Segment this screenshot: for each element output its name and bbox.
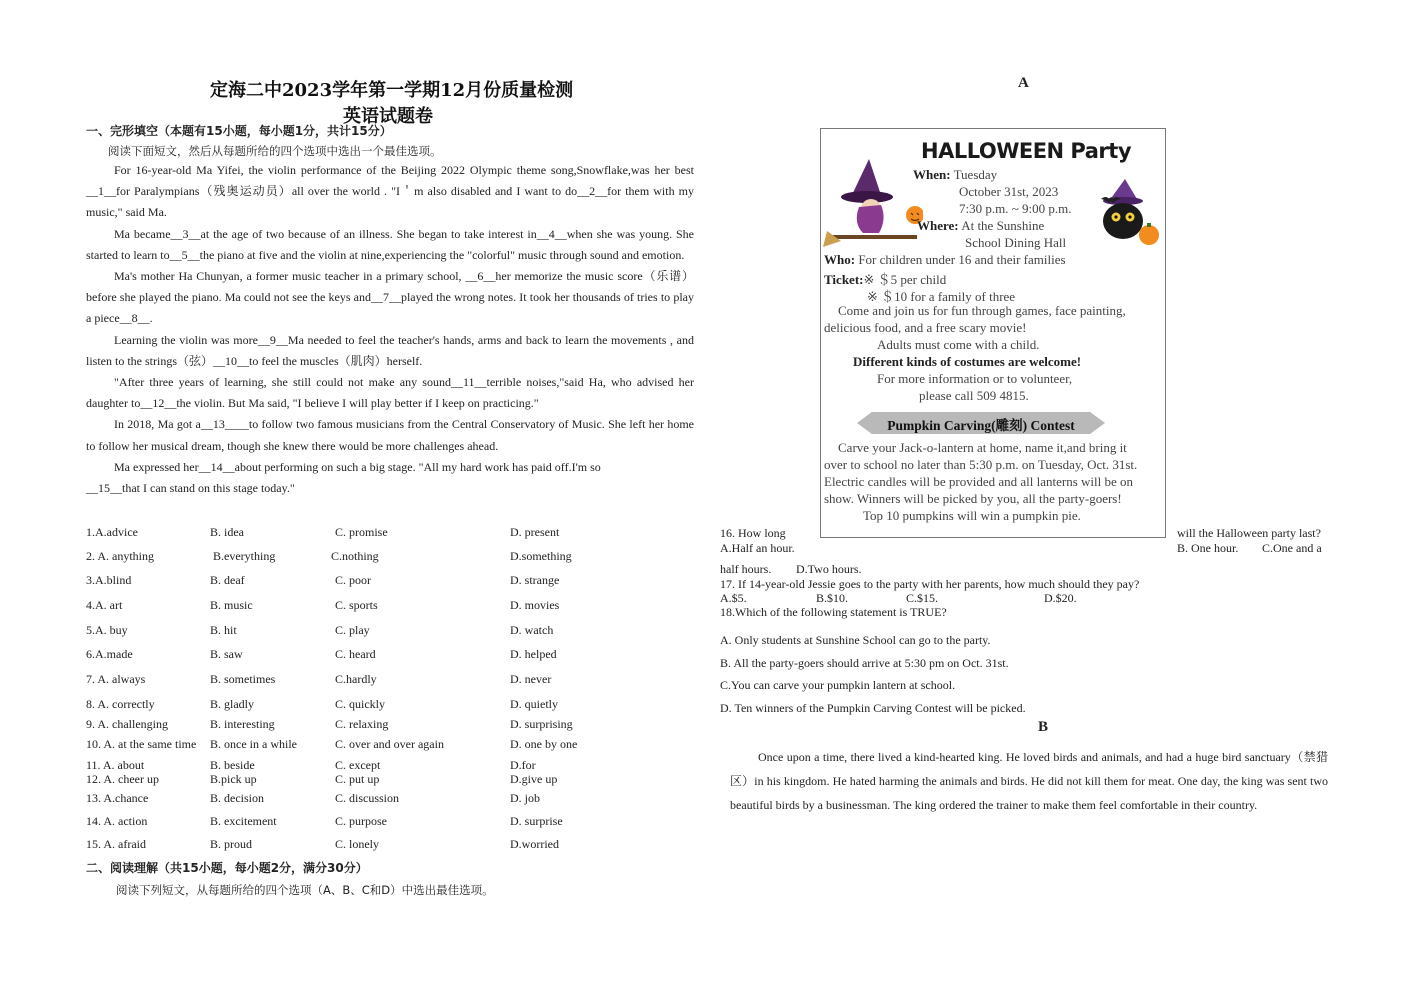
option-c[interactable]: C. put up [335, 772, 380, 786]
info-line-2: please call 509 4815. [919, 388, 1029, 403]
option-b[interactable]: B. music [210, 598, 253, 612]
option-a[interactable]: 7. A. always [86, 672, 146, 686]
poster-title: HALLOWEEN Party [921, 139, 1132, 163]
option-b[interactable]: B. deaf [210, 573, 245, 587]
q16-stem-a: 16. How long [720, 526, 786, 540]
option-a[interactable]: 5.A. buy [86, 623, 128, 637]
option-a[interactable]: 3.A.blind [86, 573, 132, 587]
q16-option-d[interactable]: D.Two hours. [796, 562, 862, 576]
where-line-1: At the Sunshine [961, 218, 1045, 233]
option-b[interactable]: B. beside [210, 758, 255, 772]
option-d[interactable]: D. present [510, 525, 560, 539]
option-c[interactable]: C. except [335, 758, 381, 772]
who-text: For children under 16 and their families [858, 252, 1066, 267]
q17-option-c[interactable]: C.$15. [906, 591, 939, 605]
q18-option-a[interactable]: A. Only students at Sunshine School can go to the party. [720, 633, 991, 647]
option-b[interactable]: B. interesting [210, 717, 275, 731]
option-c[interactable]: C. heard [335, 647, 376, 661]
option-d[interactable]: D. surprising [510, 717, 573, 731]
q18-option-d[interactable]: D. Ten winners of the Pumpkin Carving Contest will be picked. [720, 701, 1026, 715]
when-time: 7:30 p.m. ~ 9:00 p.m. [959, 201, 1072, 216]
passage-paragraph: Ma's mother Ha Chunyan, a former music teacher in a primary school, __6__her memorize the music score（乐谱）before she played the piano. Ma could not see the keys and__7__played the wrong notes. It took her thousands of tries to play a piece__8__. [86, 269, 694, 326]
option-c[interactable]: C. poor [335, 573, 371, 587]
q18-option-c[interactable]: C.You can carve your pumpkin lantern at school. [720, 678, 956, 692]
where-line-2: School Dining Hall [965, 235, 1067, 250]
q16-option-b[interactable]: B. One hour. [1177, 541, 1239, 555]
option-d[interactable]: D. helped [510, 647, 557, 661]
option-c[interactable]: C. lonely [335, 837, 379, 851]
option-a[interactable]: 1.A.advice [86, 525, 138, 539]
option-c[interactable]: C. discussion [335, 791, 400, 805]
option-c[interactable]: C. quickly [335, 697, 385, 711]
option-c[interactable]: C. play [335, 623, 370, 637]
q17-option-d[interactable]: D.$20. [1044, 591, 1077, 605]
option-d[interactable]: D.something [510, 549, 572, 563]
option-c[interactable]: C. sports [335, 598, 378, 612]
option-a[interactable]: 11. A. about [86, 758, 145, 772]
option-d[interactable]: D. strange [510, 573, 560, 587]
option-b[interactable]: B. sometimes [210, 672, 276, 686]
option-b[interactable]: B. proud [210, 837, 252, 851]
option-a[interactable]: 10. A. at the same time [86, 737, 197, 751]
contest-line-4: show. Winners will be picked by you, all the party-goers! [824, 491, 1122, 506]
option-d[interactable]: D. movies [510, 598, 560, 612]
q16-option-a[interactable]: A.Half an hour. [720, 541, 795, 555]
where-row [917, 218, 1044, 234]
option-b[interactable]: B. decision [210, 791, 264, 805]
passage-a-label: A [1018, 75, 1029, 91]
q16-option-c[interactable]: C.One and a [1262, 541, 1322, 555]
who-row [824, 252, 1066, 268]
option-d[interactable]: D. job [510, 791, 540, 805]
option-d[interactable]: D.give up [510, 772, 558, 786]
passage-paragraph: "After three years of learning, she still could not make any sound__11__terrible noises,"said Ha, who advised her daughter to__12__the violin. But Ma said, "I believe I will play better if I keep on practicing." [86, 375, 694, 411]
option-d[interactable]: D. one by one [510, 737, 578, 751]
passage-b: Once upon a time, there lived a kind-hearted king. He loved birds and animals, and had a huge bird sanctuary（禁猎区）in his kingdom. He hated harming the animals and birds. He did not kill them for meat. One day, the king was sent two beautiful birds by a businessman. The king ordered the trainer to make them feel comfortable in their country. [730, 750, 1328, 812]
q18-option-b[interactable]: B. All the party-goers should arrive at 5:30 pm on Oct. 31st. [720, 656, 1009, 670]
q18-stem: 18.Which of the following statement is TRUE? [720, 605, 947, 619]
who-label: Who: [824, 252, 856, 267]
passage-paragraph: For 16-year-old Ma Yifei, the violin performance of the Beijing 2022 Olympic theme song,Snowflake,was her best __1__for Paralympians（残奥运动员）all over the world . "I＇m also disabled and I want to do__2__for them with my music," said Ma. [86, 163, 694, 220]
option-a[interactable]: 9. A. challenging [86, 717, 168, 731]
where-label: Where: [917, 218, 959, 233]
option-b[interactable]: B. once in a while [210, 737, 297, 751]
when-date: October 31st, 2023 [959, 184, 1059, 199]
option-b[interactable]: B. hit [210, 623, 237, 637]
witch-illustration [823, 157, 923, 249]
option-a[interactable]: 8. A. correctly [86, 697, 155, 711]
section1-heading: 一、完形填空（本题有15小题，每小题1分，共计15分） [86, 124, 392, 138]
exam-title: 定海二中2023学年第一学期12月份质量检测 [210, 80, 574, 101]
option-d[interactable]: D.worried [510, 837, 559, 851]
section1-instruction: 阅读下面短文，然后从每题所给的四个选项中选出一个最佳选项。 [108, 144, 442, 158]
ticket-line-2: ※ ＄10 for a family of three [867, 289, 1016, 304]
poster-body-3: Adults must come with a child. [877, 337, 1040, 352]
when-day: Tuesday [953, 167, 998, 182]
contest-title: Pumpkin Carving(雕刻) Contest [887, 418, 1075, 433]
section2-heading: 二、阅读理解（共15小题，每小题2分，满分30分） [86, 861, 368, 875]
option-b[interactable]: B. idea [210, 525, 244, 539]
option-d[interactable]: D. quietly [510, 697, 558, 711]
option-a[interactable]: 15. A. afraid [86, 837, 146, 851]
costumes-note [853, 354, 1081, 370]
option-a[interactable]: 12. A. cheer up [86, 772, 159, 786]
bat-icon [1101, 195, 1121, 205]
option-a[interactable]: 14. A. action [86, 814, 148, 828]
costumes-text: Different kinds of costumes are welcome! [853, 354, 1082, 369]
ticket-label: Ticket: [824, 272, 864, 287]
poster-body-1: Come and join us for fun through games, face painting, [838, 303, 1126, 318]
option-b[interactable]: B.everything [213, 549, 276, 563]
passage-paragraph: Ma expressed her__14__about performing on such a big stage. "All my hard work has paid off.I'm so [114, 459, 601, 474]
q17-stem: 17. If 14-year-old Jessie goes to the party with her parents, how much should they pay? [720, 577, 1140, 591]
option-a[interactable]: 2. A. anything [86, 549, 154, 563]
contest-line-3: Electric candles will be provided and all lanterns will be on [824, 474, 1134, 489]
section2-instruction: 阅读下列短文，从每题所给的四个选项（A、B、C和D）中选出最佳选项。 [116, 883, 494, 897]
passage-b-label: B [1038, 719, 1049, 735]
q17-option-a[interactable]: A.$5. [720, 591, 747, 605]
option-a[interactable]: 4.A. art [86, 598, 123, 612]
when-label: When: [913, 167, 951, 182]
q17-option-b[interactable]: B.$10. [816, 591, 849, 605]
passage-paragraph: In 2018, Ma got a__13____to follow two famous musicians from the Central Conservatory of Music. She left her home to follow her musical dream, though she knew there would be more challenges ahead. [86, 417, 694, 453]
info-line-1: For more information or to volunteer, [877, 371, 1073, 386]
cloze-passage [86, 160, 694, 499]
option-c[interactable]: C.nothing [331, 549, 379, 563]
contest-line-5: Top 10 pumpkins will win a pumpkin pie. [863, 508, 1081, 523]
option-c[interactable]: C.hardly [335, 672, 377, 686]
black-cat-illustration [1089, 179, 1161, 249]
passage-paragraph: __15__that I can stand on this stage today." [86, 481, 295, 496]
option-c[interactable]: C. promise [335, 525, 388, 539]
q16-stem-b: will the Halloween party last? [1177, 526, 1321, 540]
option-b[interactable]: B. gladly [210, 697, 254, 711]
option-d[interactable]: D. watch [510, 623, 554, 637]
when-row [913, 167, 997, 183]
passage-paragraph: Ma became__3__at the age of two because of an illness. She began to take interest in__4__when she was young. She started to learn to__5__the piano at five and the violin at nine,experiencing the "colorful" music through sound and emotion. [86, 226, 694, 262]
option-c[interactable]: C. over and over again [335, 737, 444, 751]
option-d[interactable]: D.for [510, 758, 536, 772]
option-a[interactable]: 13. A.chance [86, 791, 149, 805]
option-c[interactable]: C. purpose [335, 814, 387, 828]
option-a[interactable]: 6.A.made [86, 647, 133, 661]
option-c[interactable]: C. relaxing [335, 717, 389, 731]
ticket-line-1: ※ ＄5 per child [863, 272, 947, 287]
halloween-poster [820, 128, 1166, 538]
option-b[interactable]: B. saw [210, 647, 243, 661]
option-d[interactable]: D. never [510, 672, 552, 686]
poster-body-2: delicious food, and a free scary movie! [824, 320, 1027, 335]
exam-subtitle: 英语试题卷 [343, 106, 433, 127]
option-b[interactable]: B.pick up [210, 772, 257, 786]
q16-option-c-cont: half hours. [720, 562, 772, 576]
contest-line-2: over to school no later than 5:30 p.m. on Tuesday, Oct. 31st. [824, 457, 1138, 472]
option-b[interactable]: B. excitement [210, 814, 277, 828]
contest-line-1: Carve your Jack-o-lantern at home, name it,and bring it [838, 440, 1127, 455]
option-d[interactable]: D. surprise [510, 814, 563, 828]
passage-paragraph: Learning the violin was more__9__Ma needed to feel the teacher's hands, arms and back to learn the movements , and listen to the strings（弦）__10__to feel the muscles（肌肉）herself. [86, 332, 694, 368]
